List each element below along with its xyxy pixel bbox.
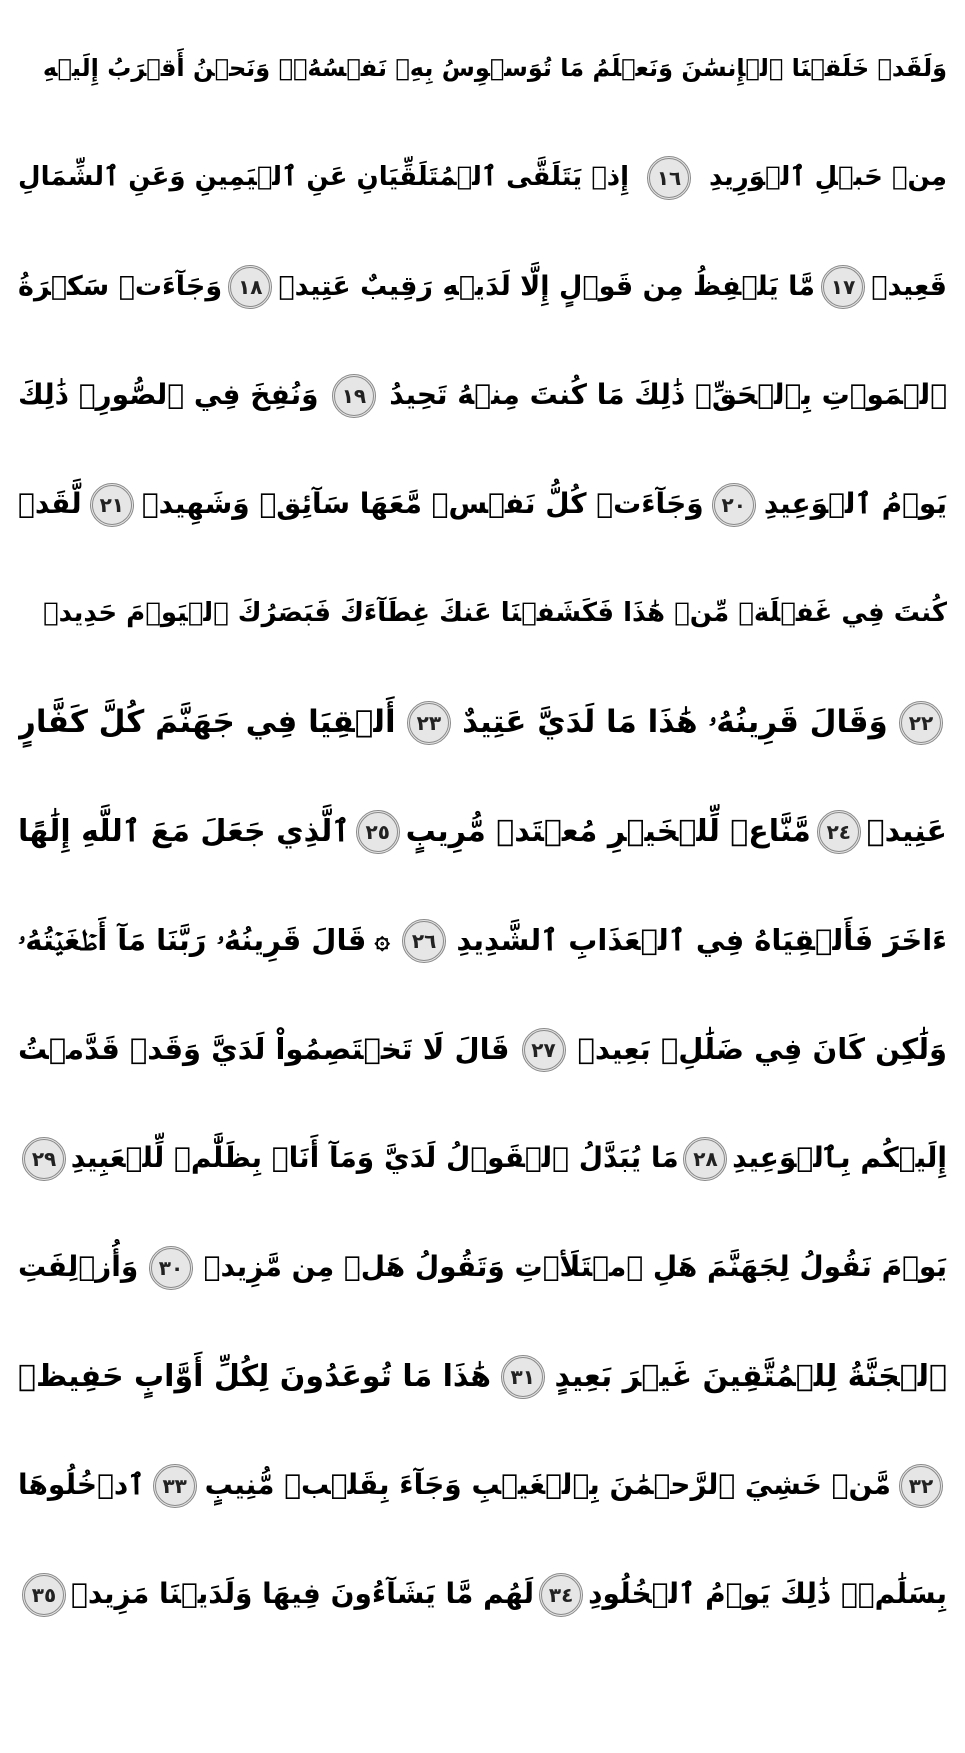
verse-number-marker: ٢١ (90, 483, 134, 527)
verse-number-marker: ١٨ (228, 265, 272, 309)
verse-number-marker: ٢٥ (356, 810, 400, 854)
verse-text: أَلۡقِيَا فِي جَهَنَّمَ كُلَّ كَفَّارٍ (18, 704, 396, 741)
text-line (18, 341, 947, 450)
verse-text: وَقَالَ قَرِينُهُۥ هَٰذَا مَا لَدَيَّ عَتِيدٌ (462, 704, 888, 741)
text-line (18, 886, 947, 995)
verse-text: وَنُفِخَ فِي ٱلصُّورِۚ ذَٰلِكَ (18, 378, 319, 412)
text-line (18, 995, 947, 1104)
verse-text: كُنتَ فِي غَفۡلَةٖ مِّنۡ هَٰذَا فَكَشَفۡنَا عَنكَ غِطَآءَكَ فَبَصَرُكَ ٱلۡيَوۡمَ حَدِيدٞ (42, 598, 947, 629)
verse-text: مَّنۡ خَشِيَ ٱلرَّحۡمَٰنَ بِٱلۡغَيۡبِ وَجَآءَ بِقَلۡبٖ مُّنِيبٍ (204, 1468, 892, 1502)
verse-text: يَوۡمُ ٱلۡوَعِيدِ (763, 487, 947, 521)
text-line (18, 1322, 947, 1431)
verse-number-marker: ١٩ (332, 374, 376, 418)
verse-text: إِلَيۡكُم بِٱلۡوَعِيدِ (732, 1141, 947, 1175)
verse-number-marker: ٢٨ (683, 1137, 727, 1181)
verse-text: يَوۡمَ نَقُولُ لِجَهَنَّمَ هَلِ ٱمۡتَلَأۡتِ وَتَقُولُ هَلۡ مِن مَّزِيدٖ (203, 1250, 947, 1284)
text-line (18, 1213, 947, 1322)
verse-number-marker: ٢٦ (402, 919, 446, 963)
verse-text: لَهُم مَّا يَشَآءُونَ فِيهَا وَلَدَيۡنَا مَزِيدٞ (71, 1577, 535, 1611)
verse-text: إِذۡ يَتَلَقَّى ٱلۡمُتَلَقِّيَانِ عَنِ ٱلۡيَمِينِ وَعَنِ ٱلشِّمَالِ (18, 162, 630, 193)
verse-text: ٱلۡجَنَّةُ لِلۡمُتَّقِينَ غَيۡرَ بَعِيدٍ (554, 1359, 947, 1394)
verse-text: بِسَلَٰمٖۖ ذَٰلِكَ يَوۡمُ ٱلۡخُلُودِ (588, 1577, 947, 1611)
verse-text: مِنۡ حَبۡلِ ٱلۡوَرِيدِ (708, 162, 947, 193)
verse-number-marker: ٢٠ (712, 483, 756, 527)
verse-text: مَّا يَلۡفِظُ مِن قَوۡلٍ إِلَّا لَدَيۡهِ رَقِيبٌ عَتِيدٞ (278, 270, 815, 302)
verse-text: وَجَآءَتۡ كُلُّ نَفۡسٖ مَّعَهَا سَآئِقٞ وَشَهِيدٞ (141, 487, 704, 521)
text-line (18, 1540, 947, 1649)
verse-number-marker: ٣٤ (539, 1573, 583, 1617)
text-line (18, 232, 947, 341)
verse-number-marker: ٣١ (501, 1355, 545, 1399)
verse-number-marker: ٣٥ (22, 1573, 66, 1617)
verse-text: عَنِيدٖ (866, 814, 947, 849)
verse-number-marker: ٢٢ (899, 701, 943, 745)
verse-text: وَجَآءَتۡ سَكۡرَةُ (18, 270, 223, 302)
text-line (18, 450, 947, 559)
verse-text: قَالَ لَا تَخۡتَصِمُواْ لَدَيَّ وَقَدۡ قَدَّمۡتُ (18, 1031, 510, 1066)
verse-text: ٱدۡخُلُوهَا (18, 1468, 145, 1502)
text-line (18, 123, 947, 232)
verse-text: قَعِيدٞ (871, 270, 947, 302)
verse-text: ءَاخَرَ فَأَلۡقِيَاهُ فِي ٱلۡعَذَابِ ٱلشَّدِيدِ (456, 922, 947, 957)
verse-number-marker: ٣٣ (153, 1464, 197, 1508)
verse-number-marker: ٣٠ (149, 1246, 193, 1290)
verse-number-marker: ٣٢ (899, 1464, 943, 1508)
verse-text: وَلَٰكِن كَانَ فِي ضَلَٰلِۭ بَعِيدٖ (577, 1031, 947, 1066)
verse-number-marker: ٢٧ (522, 1028, 566, 1072)
text-line (18, 1104, 947, 1213)
text-line (18, 777, 947, 886)
verse-text: مَا يُبَدَّلُ ٱلۡقَوۡلُ لَدَيَّ وَمَآ أَنَا۠ بِظَلَّٰمٖ لِّلۡعَبِيدِ (70, 1141, 679, 1175)
verse-text: وَلَقَدۡ خَلَقۡنَا ٱلۡإِنسَٰنَ وَنَعۡلَمُ مَا تُوَسۡوِسُ بِهِۦ نَفۡسُهُۥۖ وَنَحۡنُ أَقۡرَبُ إِلَيۡهِ (42, 54, 947, 83)
verse-text: هَٰذَا مَا تُوعَدُونَ لِكُلِّ أَوَّابٍ حَفِيظٖ (18, 1359, 492, 1394)
verse-number-marker: ١٦ (647, 156, 691, 200)
verse-text: ٱلَّذِي جَعَلَ مَعَ ٱللَّهِ إِلَٰهًا (18, 814, 350, 849)
verse-text: مَّنَّاعٖ لِّلۡخَيۡرِ مُعۡتَدٖ مُّرِيبٍ (405, 814, 811, 849)
rub-el-hizb-icon: ۞ (374, 925, 390, 956)
text-line (18, 1431, 947, 1540)
verse-number-marker: ٢٣ (407, 701, 451, 745)
verse-number-marker: ١٧ (821, 265, 865, 309)
text-line (18, 14, 947, 123)
text-line (18, 559, 947, 668)
verse-text: لَّقَدۡ (18, 487, 82, 521)
verse-text: قَالَ قَرِينُهُۥ رَبَّنَا مَآ أَطۡغَيۡتُهُۥ (18, 922, 367, 957)
verse-text: وَأُزۡلِفَتِ (18, 1250, 139, 1284)
verse-text: ٱلۡمَوۡتِ بِٱلۡحَقِّۖ ذَٰلِكَ مَا كُنتَ مِنۡهُ تَحِيدُ (389, 378, 947, 412)
text-line (18, 668, 947, 777)
verse-number-marker: ٢٤ (817, 810, 861, 854)
verse-number-marker: ٢٩ (22, 1137, 66, 1181)
